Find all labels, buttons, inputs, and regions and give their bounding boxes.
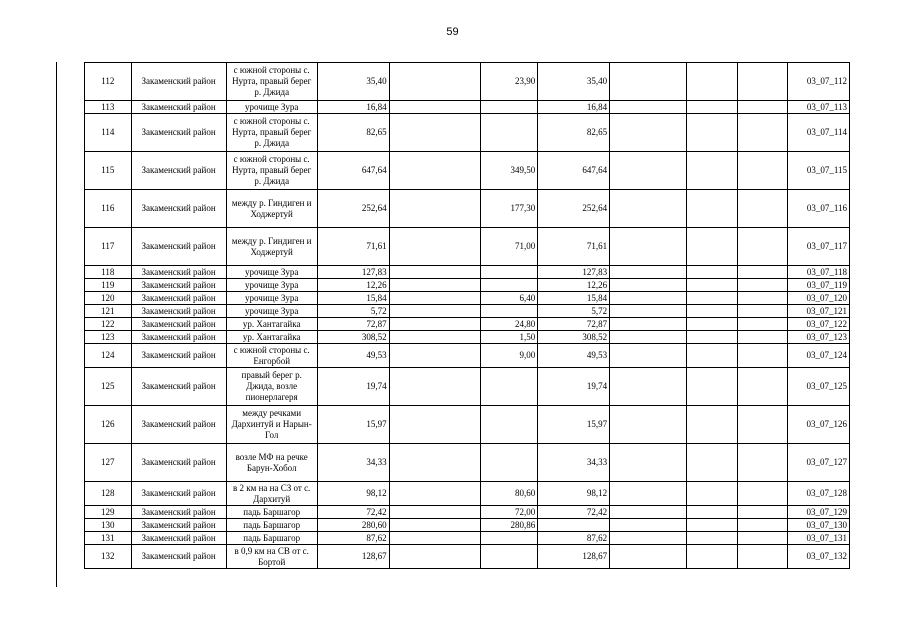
value-cell-5 (610, 406, 687, 444)
value-cell-4: 127,83 (538, 266, 610, 279)
value-cell-7 (737, 101, 788, 114)
code-cell: 03_07_130 (788, 519, 850, 532)
value-cell-3 (480, 545, 538, 569)
district-cell: Закаменский район (131, 266, 226, 279)
value-cell-5 (610, 190, 687, 228)
district-cell: Закаменский район (131, 114, 226, 152)
table-row (85, 545, 850, 569)
value-cell-2 (389, 279, 480, 292)
area-total-cell: 12,26 (317, 279, 389, 292)
row-number: 125 (85, 368, 132, 406)
row-number: 122 (85, 318, 132, 331)
table-row (85, 63, 850, 101)
location-cell: возле МФ на речке Барун-Хобол (226, 444, 317, 482)
location-cell: между р. Гиндиген и Ходжертуй (226, 190, 317, 228)
value-cell-2 (389, 368, 480, 406)
table-row (85, 101, 850, 114)
value-cell-4: 15,97 (538, 406, 610, 444)
location-cell: урочище Зура (226, 292, 317, 305)
value-cell-6 (687, 482, 738, 506)
location-cell: урочище Зура (226, 305, 317, 318)
value-cell-2 (389, 305, 480, 318)
value-cell-5 (610, 331, 687, 344)
district-cell: Закаменский район (131, 519, 226, 532)
value-cell-6 (687, 114, 738, 152)
area-total-cell: 87,62 (317, 532, 389, 545)
area-total-cell: 19,74 (317, 368, 389, 406)
value-cell-4: 87,62 (538, 532, 610, 545)
code-cell: 03_07_125 (788, 368, 850, 406)
value-cell-4 (538, 519, 610, 532)
area-total-cell: 128,67 (317, 545, 389, 569)
location-cell: между р. Гиндиген и Ходжертуй (226, 228, 317, 266)
value-cell-7 (737, 114, 788, 152)
value-cell-5 (610, 482, 687, 506)
value-cell-5 (610, 266, 687, 279)
area-total-cell: 98,12 (317, 482, 389, 506)
value-cell-2 (389, 506, 480, 519)
value-cell-6 (687, 152, 738, 190)
value-cell-7 (737, 545, 788, 569)
row-number: 130 (85, 519, 132, 532)
value-cell-5 (610, 344, 687, 368)
location-cell: в 2 км на на СЗ от с. Дархитуй (226, 482, 317, 506)
location-cell: в 0,9 км на СВ от с. Бортой (226, 545, 317, 569)
value-cell-5 (610, 519, 687, 532)
table-row (85, 305, 850, 318)
district-cell: Закаменский район (131, 368, 226, 406)
location-cell: падь Баршагор (226, 519, 317, 532)
value-cell-4: 12,26 (538, 279, 610, 292)
value-cell-6 (687, 305, 738, 318)
value-cell-7 (737, 406, 788, 444)
land-plots-table (84, 62, 850, 569)
table-row (85, 228, 850, 266)
area-total-cell: 252,64 (317, 190, 389, 228)
value-cell-6 (687, 532, 738, 545)
row-number: 119 (85, 279, 132, 292)
district-cell: Закаменский район (131, 532, 226, 545)
table-row (85, 331, 850, 344)
value-cell-2 (389, 532, 480, 545)
page-number: 59 (446, 26, 459, 38)
value-cell-6 (687, 63, 738, 101)
district-cell: Закаменский район (131, 63, 226, 101)
value-cell-3: 71,00 (480, 228, 538, 266)
value-cell-6 (687, 101, 738, 114)
location-cell: ур. Хантагайка (226, 318, 317, 331)
value-cell-2 (389, 292, 480, 305)
value-cell-4: 15,84 (538, 292, 610, 305)
code-cell: 03_07_115 (788, 152, 850, 190)
district-cell: Закаменский район (131, 279, 226, 292)
area-total-cell: 71,61 (317, 228, 389, 266)
district-cell: Закаменский район (131, 482, 226, 506)
location-cell: с южной стороны с. Нурта, правый берег р. Джида (226, 152, 317, 190)
area-total-cell: 280,60 (317, 519, 389, 532)
value-cell-6 (687, 318, 738, 331)
code-cell: 03_07_120 (788, 292, 850, 305)
location-cell: ур. Хантагайка (226, 331, 317, 344)
value-cell-3 (480, 279, 538, 292)
location-cell: урочище Зура (226, 101, 317, 114)
row-number: 127 (85, 444, 132, 482)
value-cell-7 (737, 344, 788, 368)
value-cell-2 (389, 344, 480, 368)
district-cell: Закаменский район (131, 190, 226, 228)
value-cell-7 (737, 152, 788, 190)
value-cell-7 (737, 228, 788, 266)
value-cell-3: 24,80 (480, 318, 538, 331)
value-cell-6 (687, 279, 738, 292)
value-cell-2 (389, 406, 480, 444)
value-cell-7 (737, 368, 788, 406)
value-cell-7 (737, 318, 788, 331)
value-cell-5 (610, 506, 687, 519)
table-row (85, 190, 850, 228)
district-cell: Закаменский район (131, 318, 226, 331)
area-total-cell: 49,53 (317, 344, 389, 368)
table-row (85, 266, 850, 279)
code-cell: 03_07_112 (788, 63, 850, 101)
area-total-cell: 308,52 (317, 331, 389, 344)
value-cell-4: 19,74 (538, 368, 610, 406)
value-cell-5 (610, 292, 687, 305)
table-row (85, 482, 850, 506)
row-number: 118 (85, 266, 132, 279)
value-cell-4: 34,33 (538, 444, 610, 482)
value-cell-3: 349,50 (480, 152, 538, 190)
value-cell-7 (737, 506, 788, 519)
value-cell-6 (687, 368, 738, 406)
location-cell: урочище Зура (226, 279, 317, 292)
value-cell-5 (610, 63, 687, 101)
value-cell-4: 71,61 (538, 228, 610, 266)
district-cell: Закаменский район (131, 506, 226, 519)
district-cell: Закаменский район (131, 406, 226, 444)
area-total-cell: 34,33 (317, 444, 389, 482)
code-cell: 03_07_121 (788, 305, 850, 318)
value-cell-7 (737, 63, 788, 101)
table-row (85, 279, 850, 292)
value-cell-6 (687, 292, 738, 305)
value-cell-7 (737, 519, 788, 532)
row-number: 128 (85, 482, 132, 506)
district-cell: Закаменский район (131, 344, 226, 368)
value-cell-2 (389, 519, 480, 532)
value-cell-2 (389, 545, 480, 569)
row-number: 116 (85, 190, 132, 228)
value-cell-2 (389, 318, 480, 331)
row-number: 120 (85, 292, 132, 305)
value-cell-2 (389, 228, 480, 266)
value-cell-4: 72,87 (538, 318, 610, 331)
value-cell-3 (480, 532, 538, 545)
value-cell-6 (687, 266, 738, 279)
row-number: 126 (85, 406, 132, 444)
table-row (85, 318, 850, 331)
value-cell-7 (737, 331, 788, 344)
value-cell-4: 252,64 (538, 190, 610, 228)
value-cell-3 (480, 101, 538, 114)
location-cell: с южной стороны с. Нурта, правый берег р. Джида (226, 114, 317, 152)
value-cell-6 (687, 506, 738, 519)
value-cell-7 (737, 190, 788, 228)
area-total-cell: 16,84 (317, 101, 389, 114)
value-cell-3 (480, 114, 538, 152)
value-cell-5 (610, 444, 687, 482)
value-cell-3 (480, 266, 538, 279)
table-row (85, 152, 850, 190)
district-cell: Закаменский район (131, 545, 226, 569)
value-cell-5 (610, 368, 687, 406)
left-margin-rule (56, 62, 57, 587)
value-cell-6 (687, 344, 738, 368)
value-cell-3: 280,86 (480, 519, 538, 532)
location-cell: правый берег р. Джида, возле пионерлагеря (226, 368, 317, 406)
table-body (85, 63, 850, 569)
value-cell-4: 128,67 (538, 545, 610, 569)
value-cell-5 (610, 101, 687, 114)
value-cell-2 (389, 63, 480, 101)
code-cell: 03_07_113 (788, 101, 850, 114)
value-cell-6 (687, 406, 738, 444)
location-cell: между речками Дархинтуй и Нарын-Гол (226, 406, 317, 444)
code-cell: 03_07_124 (788, 344, 850, 368)
value-cell-3 (480, 305, 538, 318)
code-cell: 03_07_128 (788, 482, 850, 506)
area-total-cell: 127,83 (317, 266, 389, 279)
row-number: 132 (85, 545, 132, 569)
value-cell-2 (389, 482, 480, 506)
location-cell: с южной стороны с. Енгорбой (226, 344, 317, 368)
value-cell-4: 72,42 (538, 506, 610, 519)
table-row (85, 519, 850, 532)
value-cell-6 (687, 519, 738, 532)
district-cell: Закаменский район (131, 228, 226, 266)
location-cell: урочище Зура (226, 266, 317, 279)
value-cell-4: 16,84 (538, 101, 610, 114)
row-number: 115 (85, 152, 132, 190)
table-row (85, 532, 850, 545)
value-cell-6 (687, 331, 738, 344)
district-cell: Закаменский район (131, 101, 226, 114)
table-row (85, 368, 850, 406)
value-cell-5 (610, 114, 687, 152)
location-cell: с южной стороны с. Нурта, правый берег р. Джида (226, 63, 317, 101)
value-cell-7 (737, 482, 788, 506)
value-cell-3: 72,00 (480, 506, 538, 519)
value-cell-4: 308,52 (538, 331, 610, 344)
code-cell: 03_07_131 (788, 532, 850, 545)
area-total-cell: 15,84 (317, 292, 389, 305)
area-total-cell: 647,64 (317, 152, 389, 190)
value-cell-7 (737, 266, 788, 279)
code-cell: 03_07_126 (788, 406, 850, 444)
district-cell: Закаменский район (131, 331, 226, 344)
value-cell-6 (687, 190, 738, 228)
row-number: 123 (85, 331, 132, 344)
value-cell-5 (610, 545, 687, 569)
value-cell-7 (737, 279, 788, 292)
code-cell: 03_07_116 (788, 190, 850, 228)
value-cell-7 (737, 444, 788, 482)
row-number: 121 (85, 305, 132, 318)
value-cell-3: 6,40 (480, 292, 538, 305)
value-cell-5 (610, 228, 687, 266)
district-cell: Закаменский район (131, 305, 226, 318)
code-cell: 03_07_117 (788, 228, 850, 266)
value-cell-2 (389, 101, 480, 114)
code-cell: 03_07_119 (788, 279, 850, 292)
value-cell-3: 1,50 (480, 331, 538, 344)
value-cell-5 (610, 152, 687, 190)
table-row (85, 444, 850, 482)
value-cell-7 (737, 532, 788, 545)
value-cell-2 (389, 444, 480, 482)
value-cell-7 (737, 292, 788, 305)
code-cell: 03_07_127 (788, 444, 850, 482)
value-cell-4: 49,53 (538, 344, 610, 368)
row-number: 129 (85, 506, 132, 519)
area-total-cell: 72,87 (317, 318, 389, 331)
value-cell-2 (389, 190, 480, 228)
value-cell-2 (389, 331, 480, 344)
table-row (85, 406, 850, 444)
row-number: 114 (85, 114, 132, 152)
row-number: 112 (85, 63, 132, 101)
value-cell-5 (610, 305, 687, 318)
value-cell-3 (480, 368, 538, 406)
value-cell-6 (687, 545, 738, 569)
value-cell-4: 647,64 (538, 152, 610, 190)
value-cell-3 (480, 444, 538, 482)
district-cell: Закаменский район (131, 444, 226, 482)
table-row (85, 344, 850, 368)
value-cell-3: 80,60 (480, 482, 538, 506)
value-cell-5 (610, 532, 687, 545)
area-total-cell: 82,65 (317, 114, 389, 152)
code-cell: 03_07_129 (788, 506, 850, 519)
location-cell: падь Баршагор (226, 532, 317, 545)
value-cell-4: 5,72 (538, 305, 610, 318)
area-total-cell: 35,40 (317, 63, 389, 101)
area-total-cell: 72,42 (317, 506, 389, 519)
value-cell-5 (610, 279, 687, 292)
table-row (85, 506, 850, 519)
area-total-cell: 15,97 (317, 406, 389, 444)
row-number: 131 (85, 532, 132, 545)
value-cell-3: 9,00 (480, 344, 538, 368)
table-row (85, 292, 850, 305)
district-cell: Закаменский район (131, 152, 226, 190)
value-cell-4: 35,40 (538, 63, 610, 101)
row-number: 113 (85, 101, 132, 114)
district-cell: Закаменский район (131, 292, 226, 305)
location-cell: падь Баршагор (226, 506, 317, 519)
value-cell-3 (480, 406, 538, 444)
code-cell: 03_07_122 (788, 318, 850, 331)
area-total-cell: 5,72 (317, 305, 389, 318)
code-cell: 03_07_114 (788, 114, 850, 152)
value-cell-2 (389, 114, 480, 152)
value-cell-3: 23,90 (480, 63, 538, 101)
value-cell-3: 177,30 (480, 190, 538, 228)
code-cell: 03_07_132 (788, 545, 850, 569)
table-row (85, 114, 850, 152)
value-cell-2 (389, 152, 480, 190)
row-number: 117 (85, 228, 132, 266)
value-cell-6 (687, 444, 738, 482)
code-cell: 03_07_118 (788, 266, 850, 279)
row-number: 124 (85, 344, 132, 368)
value-cell-2 (389, 266, 480, 279)
value-cell-5 (610, 318, 687, 331)
code-cell: 03_07_123 (788, 331, 850, 344)
value-cell-4: 98,12 (538, 482, 610, 506)
value-cell-7 (737, 305, 788, 318)
value-cell-6 (687, 228, 738, 266)
value-cell-4: 82,65 (538, 114, 610, 152)
